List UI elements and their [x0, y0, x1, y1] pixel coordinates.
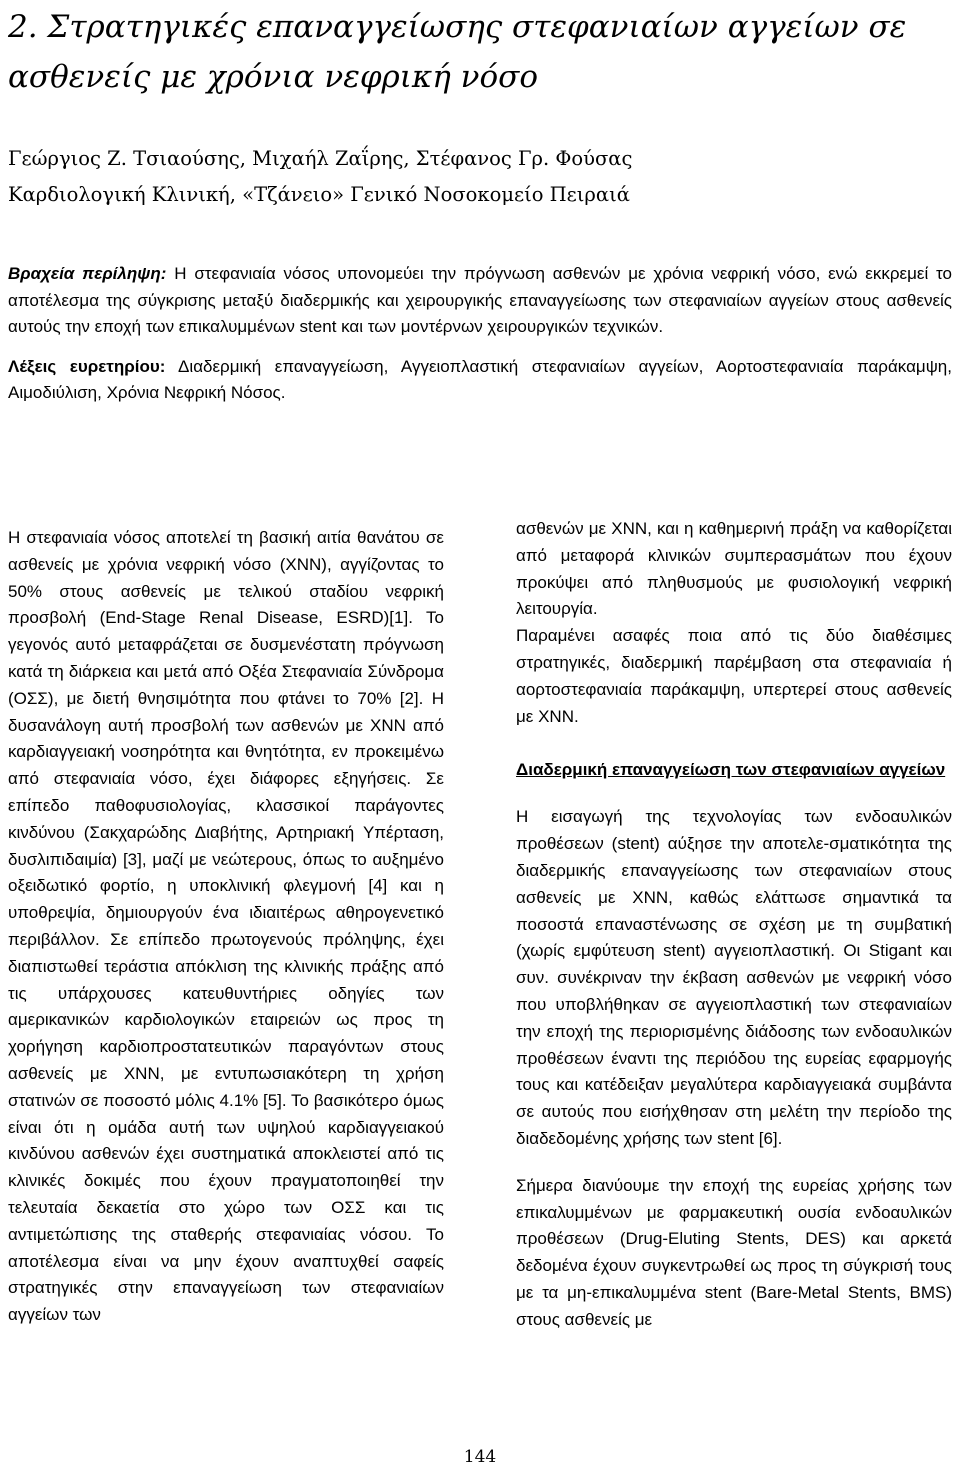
body-right-column — [516, 516, 952, 1334]
body-paragraph: Η στεφανιαία νόσος αποτελεί τη βασική αιτία θανάτου σε ασθενείς με χρόνια νεφρική νόσο (ΧΝΝ), αγγίζοντας το 50% στους ασθενείς με τελικού σταδίου νεφρική προσβολή (End-Stage Renal Disease, ESRD)[1]. Το γεγονός αυτό μεταφράζεται σε δυσμενέστατη πρόγνωση κατά τη διάρκεια και μετά από Οξέα Στεφανιαία Σύνδρομα (ΟΣΣ), με διετή θνησιμότητα που φτάνει το 70% [2]. Η δυσανάλογη αυτή προσβολή των ασθενών με ΧΝΝ από καρδιαγγειακή νοσηρότητα και θνητότητα, εν προκειμένω από στεφανιαία νόσο, έχει διάφορες εξηγήσεις. Σε επίπεδο παθοφυσιολογίας, κλασσικοί παράγοντες κινδύνου (Σακχαρώδης Διαβήτης, Αρτηριακή Υπέρταση, δυσλιπιδαιμία) [3], μαζί με νεώτερους, όπως το αυξημένο οξειδωτικό φορτίο, η υποκλινική φλεγμονή [4] και η υποθρεψία, δημιουργούν ένα ιδιαιτέρως αθηρογενετικό περιβάλλον. Σε επίπεδο πρωτογενούς πρόληψης, έχει διαπιστωθεί τεράστια απόκλιση της κλινικής πράξης από τις υπάρχουσες κατευθυντήριες οδηγίες των αμερικανικών καρδιολογικών εταιρειών ως προς τη χορήγηση καρδιοπροστατευτικών παραγόντων στους ασθενείς με ΧΝΝ, με εντυπωσιακότερη τη χρήση στατινών σε ποσοστό μόλις 4.1% [5]. Το βασικότερο όμως είναι ότι η ομάδα αυτή των υψηλού καρδιαγγειακού κινδύνου ασθενών έχει συστηματικά αποκλειστεί από τις κλινικές δοκιμές που έχουν πραγματοποιηθεί την τελευταία δεκαετία στο χώρο των ΟΣΣ και τις αντιμετώπισης της σταθερής στεφανιαίας νόσου. Το αποτέλεσμα είναι να μην έχουν αναπτυχθεί σαφείς στρατηγικές στην επαναγγείωση των στεφανιαίων αγγείων των — [8, 528, 444, 1325]
article-title: 2. Στρατηγικές επαναγγείωσης στεφανιαίων αγγείων σε ασθενείς με χρόνια νεφρική νόσο — [8, 9, 907, 95]
page-number: 144 — [463, 1447, 497, 1467]
keywords-label: Λέξεις ευρετηρίου: — [8, 356, 166, 376]
body-paragraph: ασθενών με ΧΝΝ, και η καθημερινή πράξη να καθορίζεται από μεταφορά κλινικών συμπερασμάτων που έχουν προκύψει από πληθυσμούς με φυσιολογική νεφρική λειτουργία. — [516, 519, 952, 619]
authors-line: Γεώργιος Ζ. Τσιαούσης, Μιχαήλ Ζαΐρης, Στέφανος Γρ. Φούσας — [8, 147, 633, 170]
body-paragraph: Σήμερα διανύουμε την εποχή της ευρείας χρήσης των επικαλυμμένων με φαρμακευτική ουσία ενδοαυλικών προθέσεων (Drug-Eluting Stents, DES) και αρκετά δεδομένα έχουν συγκεντρωθεί ως προς τη σύγκρισή τους με τα μη-επικαλυμμένα stent (Bare-Metal Stents, BMS) στους ασθενείς με — [516, 1175, 952, 1329]
author-block — [8, 141, 908, 213]
body-paragraph: Παραμένει ασαφές ποια από τις δύο διαθέσιμες στρατηγικές, διαδερμική παρέμβαση στα στεφανιαία ή αορτοστεφανιαία παράκαμψη, υπερτερεί στους ασθενείς με ΧΝΝ. — [516, 626, 952, 726]
abstract-label: Βραχεία περίληψη: — [8, 264, 167, 283]
body-left-column — [8, 525, 444, 1329]
keywords-paragraph — [8, 354, 952, 407]
section-heading: Διαδερμική επαναγγείωση των στεφανιαίων αγγείων — [516, 760, 946, 780]
abstract-section — [8, 261, 952, 407]
body-paragraph: Η εισαγωγή της τεχνολογίας των ενδοαυλικών προθέσεων (stent) αύξησε την αποτελε-σματικότητα της διαδερμικής επαναγγείωσης των στεφανιαίων στους ασθενείς με ΧΝΝ, καθώς ελάττωσε σημαντικά τα ποσοστά επαναστένωσης σε σχέση με τη συμβατική (χωρίς εμφύτευση stent) αγγειοπλαστική. Οι Stigant και συν. συνέκριναν την έκβαση ασθενών με νεφρική νόσο που υποβλήθηκαν σε αγγειοπλαστική των στεφανιαίων την εποχή της περιορισμένης διάδοσης των ενδοαυλικών προθέσεων έναντι της περιόδου της ευρείας εφαρμογής τους και κατέδειξαν μεγαλύτερα καρδιαγγειακά συμβάντα σε αυτούς που εισήχθησαν στη μελέτη την περίοδο της διαδεδομένης χρήσης των stent [6]. — [516, 807, 952, 1148]
affiliation-line: Καρδιολογική Κλινική, «Τζάνειο» Γενικό Νοσοκομείο Πειραιά — [8, 183, 630, 206]
keywords-text: Διαδερμική επαναγγείωση, Αγγειοπλαστική στεφανιαίων αγγείων, Αορτοστεφανιαία παράκαμψη, Αιμοδιύλιση, Χρόνια Νεφρική Νόσος. — [8, 356, 952, 402]
abstract-paragraph — [8, 261, 952, 341]
abstract-text: Η στεφανιαία νόσος υπονομεύει την πρόγνωση ασθενών με χρόνια νεφρική νόσο, ενώ εκκρεμεί το αποτέλεσμα της σύγκρισης μεταξύ διαδερμικής και χειρουργικής επαναγγείωσης των στεφανιαίων αγγείων στους ασθενείς αυτούς την εποχή των επικαλυμμένων stent και των μοντέρνων χειρουργικών τεχνικών. — [8, 264, 952, 336]
